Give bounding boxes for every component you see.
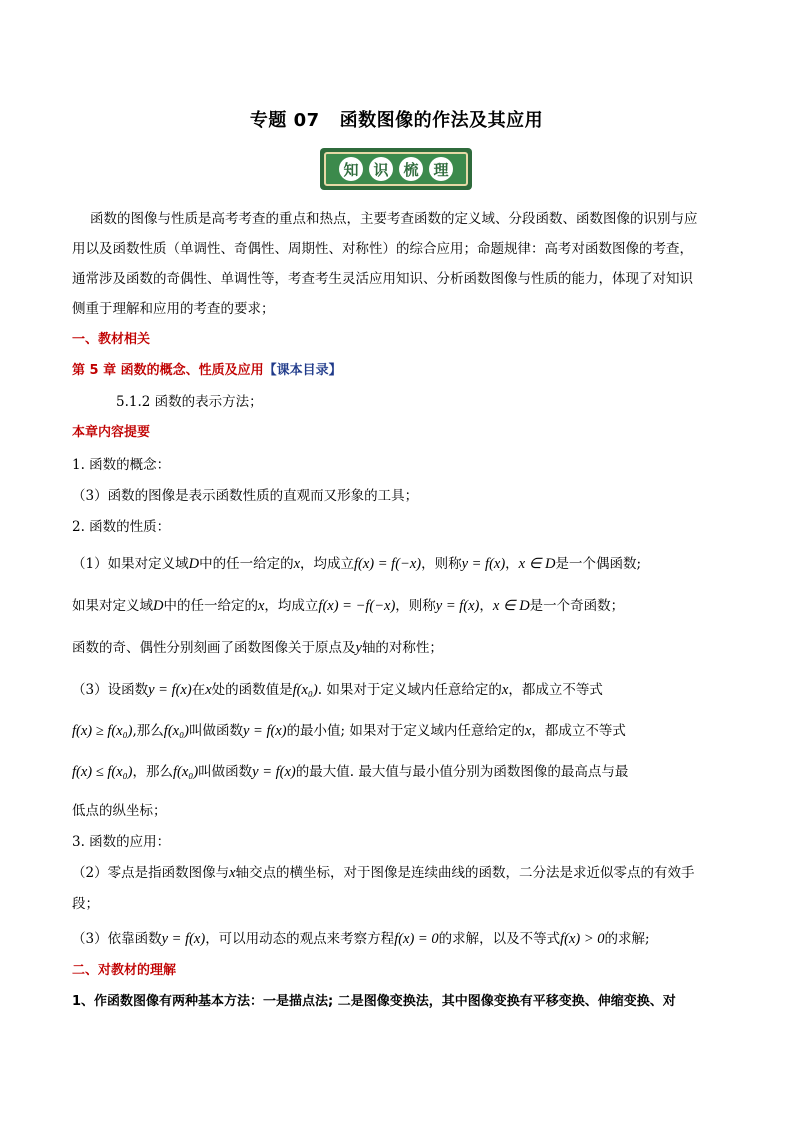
intro-line: 通常涉及函数的奇偶性、单调性等，考查考生灵活应用知识、分析函数图像与性质的能力，体现了对知识	[72, 271, 693, 287]
intro-line: 侧重于理解和应用的考查的要求；	[72, 301, 275, 317]
summary-heading: 本章内容提要	[72, 425, 151, 440]
badge-char: 梳	[399, 157, 423, 181]
list-item: （3）函数的图像是表示函数性质的直观而又形象的工具；	[72, 488, 419, 504]
odd-function-definition: 如果对定义域D中的任一给定的x，均成立f(x) = −f(−x)，则称y = f(x)，x ∈ D是一个奇函数；	[72, 598, 625, 614]
list-item: 3. 函数的应用：	[72, 834, 171, 850]
page-title	[0, 106, 793, 132]
symmetry-note: 函数的奇、偶性分别刻画了函数图像关于原点及y轴的对称性；	[72, 640, 443, 656]
title-prefix: 专题 07	[249, 110, 320, 131]
toc-item: 5.1.2 函数的表示方法；	[116, 394, 263, 410]
extremum-line: 低点的纵坐标；	[72, 803, 167, 819]
extremum-line: （3）设函数y = f(x)在x处的函数值是f(x₀). 如果对于定义域内任意给定的x，都成立不等式	[72, 682, 603, 698]
list-item: 2. 函数的性质：	[72, 519, 171, 535]
method-line: 1、作函数图像有两种基本方法：一是描点法; 二是图像变换法，其中图像变换有平移变换、伸缩变换、对	[72, 994, 676, 1009]
title-main: 函数图像的作法及其应用	[339, 110, 544, 131]
intro-line: 用以及函数性质（单调性、奇偶性、周期性、对称性）的综合应用；命题规律：高考对函数图像的考查，	[72, 241, 693, 257]
section-heading: 一、教材相关	[72, 332, 151, 347]
badge-char: 知	[339, 157, 363, 181]
badge-char: 理	[429, 157, 453, 181]
even-function-definition: （1）如果对定义域D中的任一给定的x，均成立f(x) = f(−x)，则称y = f(x)，x ∈ D是一个偶函数;	[72, 556, 642, 572]
knowledge-badge	[320, 148, 472, 190]
chapter-heading	[72, 362, 342, 380]
intro-line: 函数的图像与性质是高考考查的重点和热点，主要考查函数的定义域、分段函数、函数图像的识别与应	[90, 211, 698, 227]
chapter-tag: 【课本目录】	[263, 363, 342, 378]
extremum-line: f(x) ≥ f(x₀),那么f(x₀)叫做函数y = f(x)的最小值; 如果对于定义域内任意给定的x，都成立不等式	[72, 723, 626, 739]
chapter-label: 第 5 章 函数的概念、性质及应用	[72, 363, 264, 378]
zero-point-line: 段；	[72, 896, 99, 912]
badge-char: 识	[369, 157, 393, 181]
zero-point-line: （2）零点是指函数图像与x轴交点的横坐标，对于图像是连续曲线的函数，二分法是求近似零点的有效手	[72, 865, 695, 881]
extremum-line: f(x) ≤ f(x₀)，那么f(x₀)叫做函数y = f(x)的最大值. 最大值与最小值分别为函数图像的最高点与最	[72, 764, 629, 780]
list-item: 1. 函数的概念：	[72, 457, 171, 473]
dynamic-view-line: （3）依靠函数y = f(x)，可以用动态的观点来考察方程f(x) = 0的求解，以及不等式f(x) > 0的求解;	[72, 931, 650, 947]
section-heading: 二、对教材的理解	[72, 963, 177, 978]
